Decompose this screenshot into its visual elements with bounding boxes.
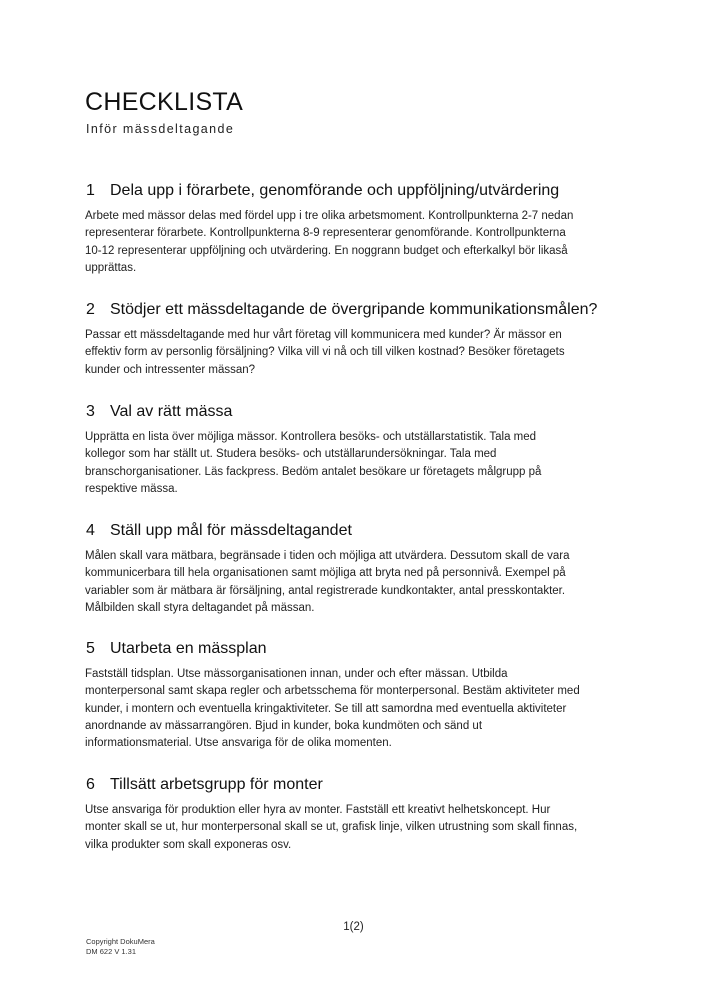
section-body: Passar ett mässdeltagande med hur vårt företag vill kommunicera med kunder? Är mässor en effektiv form av personlig försäljning? Vilka vill vi nå och till vilken kostnad? Besöker företagets kunder och intressenter mässan? [85, 329, 565, 376]
section-title: Tillsätt arbetsgrupp för monter [110, 776, 323, 793]
section-heading [85, 775, 630, 795]
document-subtitle: Inför mässdeltagande [86, 122, 235, 136]
section-heading [85, 402, 630, 422]
section-heading [85, 639, 630, 659]
section-title: Utarbeta en mässplan [110, 640, 267, 657]
section-number: 1 [86, 182, 95, 199]
section-5 [85, 639, 630, 752]
section-6 [85, 775, 630, 854]
section-body: Upprätta en lista över möjliga mässor. Kontrollera besöks- och utställarstatistik. Tala med kollegor som har ställt ut. Studera besöks- och utställarundersökningar. Tala med branschorganisationer. Läs fackpress. Bedöm antalet besökare ur företagets målgrupp på respektive mässa. [85, 431, 542, 495]
section-number: 6 [86, 776, 95, 793]
section-number: 4 [86, 522, 95, 539]
footer-version: DM 622 V 1.31 [86, 947, 137, 956]
footer-copyright: Copyright DokuMera [86, 937, 155, 946]
section-heading [85, 300, 630, 320]
section-4 [85, 521, 630, 617]
section-number: 3 [86, 403, 95, 420]
section-number: 5 [86, 640, 95, 657]
document-title: CHECKLISTA [85, 88, 244, 116]
section-body: Arbete med mässor delas med fördel upp i tre olika arbetsmoment. Kontrollpunkterna 2-7 nedan representerar förarbete. Kontrollpunkterna 8-9 representerar genomförande. Kontrollpunkterna 10-12 representerar uppföljning och utvärdering. En noggrann budget och efterkalkyl bör likaså upprättas. [85, 210, 574, 274]
section-body: Målen skall vara mätbara, begränsade i tiden och möjliga att utvärdera. Dessutom skall de vara kommunicerbara till hela organisationen samt möjliga att bryta ned på personnivå. Exempel på variabler som är mätbara är försäljning, antal registrerade kundkontakter, antal presskontakter. Målbilden skall styra deltagandet på mässan. [85, 550, 570, 614]
footer [86, 937, 155, 957]
section-title: Ställ upp mål för mässdeltagandet [110, 522, 352, 539]
section-heading [85, 521, 630, 541]
section-title: Stödjer ett mässdeltagande de övergripande kommunikationsmålen? [110, 301, 598, 318]
section-heading [85, 181, 630, 201]
section-title: Val av rätt mässa [110, 403, 233, 420]
section-title: Dela upp i förarbete, genomförande och uppföljning/utvärdering [110, 182, 560, 199]
section-3 [85, 402, 630, 498]
section-body: Utse ansvariga för produktion eller hyra av monter. Fastställ ett kreativt helhetskoncept. Hur monter skall se ut, hur monterpersonal skall se ut, grafisk linje, vilken utrustning som skall finnas, vilka produkter som skall exponeras osv. [85, 804, 578, 851]
section-body: Fastställ tidsplan. Utse mässorganisationen innan, under och efter mässan. Utbilda monterpersonal samt skapa regler och arbetsschema för monterpersonal. Bestäm aktiviteter med kunder, i montern och eventuella kringaktiviteter. Se till att samordna med eventuella aktiviteter anordnande av mässarrangören. Bjud in kunder, boka kundmöten och sänd ut informationsmaterial. Utse ansvariga för de olika momenten. [85, 668, 580, 750]
section-number: 2 [86, 301, 95, 318]
page-number: 1(2) [343, 921, 364, 933]
section-2 [85, 300, 630, 379]
section-1 [85, 181, 630, 277]
